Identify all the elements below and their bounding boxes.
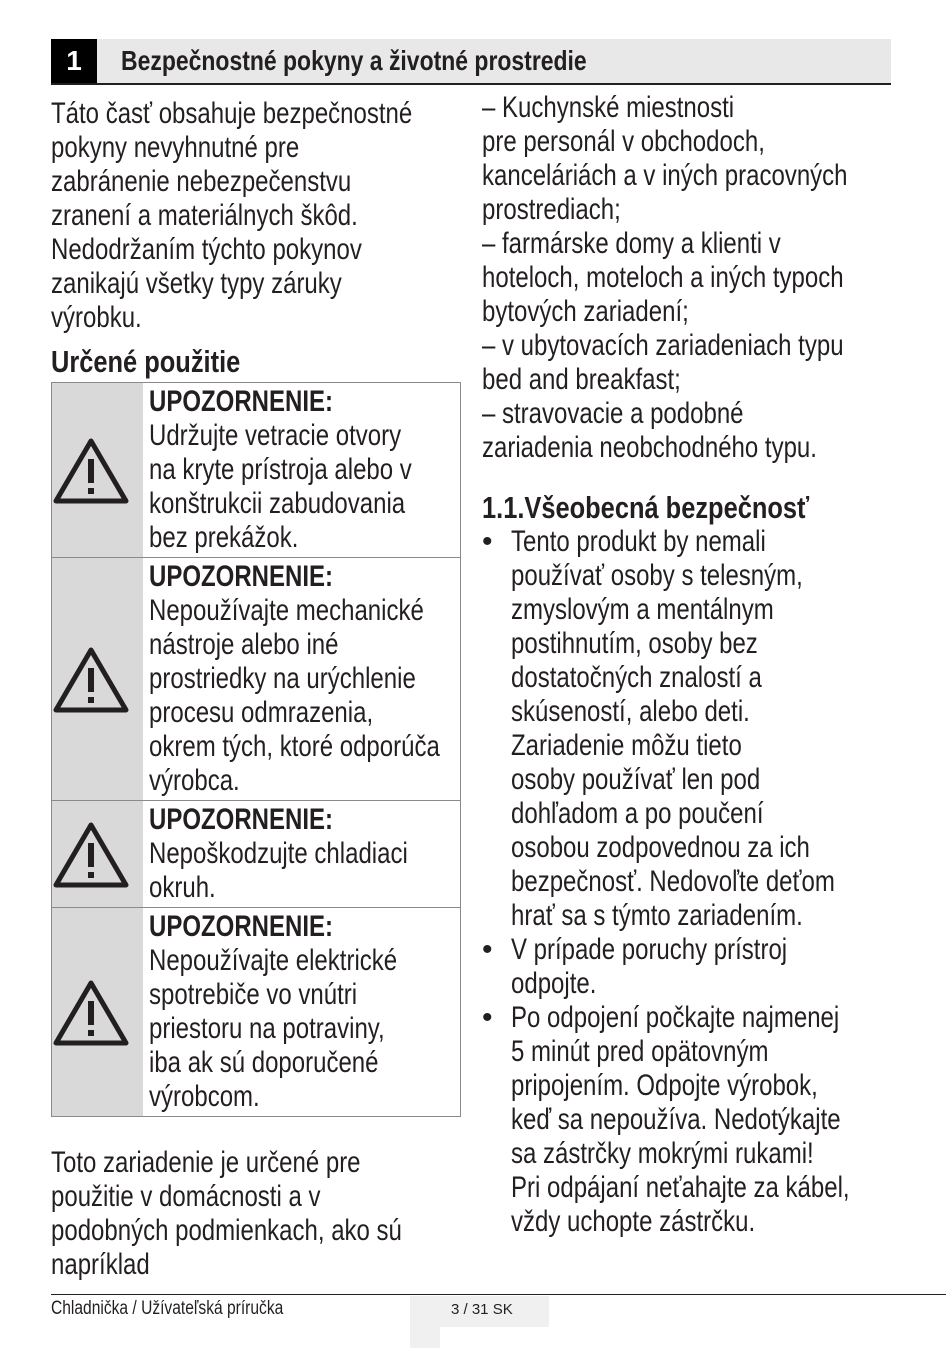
warning-title: UPOZORNENIE: <box>149 803 334 836</box>
warning-icon-cell <box>52 801 143 907</box>
text-line: bezpečnosť. Nedovoľte deťom <box>511 865 835 898</box>
text-line: Pri odpájaní neťahajte za kábel, <box>511 1171 850 1204</box>
chapter-title: Bezpečnostné pokyny a životné prostredie <box>121 45 587 76</box>
warning-row <box>52 907 460 1116</box>
intro-paragraph <box>51 97 503 335</box>
text-line: bytových zariadení; <box>482 295 689 328</box>
text-line: – stravovacie a podobné <box>482 397 744 430</box>
text-line: Nepoužívajte elektrické <box>149 944 398 977</box>
text-line: používať osoby s telesným, <box>511 559 803 592</box>
usage-intro-paragraph <box>51 1146 490 1282</box>
footer-manual-title: Chladnička / Užívateľská príručka <box>51 1298 284 1319</box>
text-line: zmyslovým a mentálnym <box>511 593 774 626</box>
section-heading: Určené použitie <box>51 344 241 379</box>
warning-text <box>149 801 460 907</box>
warning-title: UPOZORNENIE: <box>149 910 334 943</box>
text-line: konštrukcii zabudovania <box>149 487 406 520</box>
warning-icon-cell <box>52 908 143 1116</box>
text-line: V prípade poruchy prístroj <box>511 933 788 966</box>
text-line: napríklad <box>51 1248 150 1281</box>
warning-row <box>52 557 460 800</box>
warning-table <box>51 382 461 1117</box>
text-line: Nedodržaním týchto pokynov <box>51 233 362 266</box>
text-line: 5 minút pred opätovným <box>511 1035 769 1068</box>
bullet-icon: • <box>482 933 493 966</box>
footer-page-box-tab <box>410 1327 440 1348</box>
warning-text <box>149 383 460 557</box>
text-line: zariadenia neobchodného typu. <box>482 431 817 464</box>
text-line: zanikajú všetky typy záruky <box>51 267 342 300</box>
text-line: – farmárske domy a klienti v <box>482 227 781 260</box>
text-line: prostrediach; <box>482 193 621 226</box>
text-line: osoby používať len pod <box>511 763 761 796</box>
text-line: prostriedky na urýchlenie <box>149 662 416 695</box>
bullet-item <box>482 1001 934 1239</box>
text-line: sa zástrčky mokrými rukami! <box>511 1137 814 1170</box>
text-line: Táto časť obsahuje bezpečnostné <box>51 97 413 130</box>
footer-divider <box>51 1294 946 1295</box>
warning-text <box>149 908 460 1116</box>
text-line: na kryte prístroja alebo v <box>149 453 412 486</box>
safety-bullet-list <box>482 525 934 1239</box>
warning-row <box>52 383 460 557</box>
bullet-item <box>482 933 934 1001</box>
text-line: použitie v domácnosti a v <box>51 1180 321 1213</box>
text-line: procesu odmrazenia, <box>149 696 374 729</box>
text-line: Nepoužívajte mechanické <box>149 594 424 627</box>
text-line: Nepoškodzujte chladiaci <box>149 837 408 870</box>
text-line: vždy uchopte zástrčku. <box>511 1205 756 1238</box>
text-line: výrobku. <box>51 301 142 334</box>
subsection-heading: 1.1.Všeobecná bezpečnosť <box>482 490 810 525</box>
bullet-item <box>482 525 934 933</box>
text-line: pokyny nevyhnutné pre <box>51 131 300 164</box>
text-line: Udržujte vetracie otvory <box>149 419 402 452</box>
text-line: hrať sa s týmto zariadením. <box>511 899 803 932</box>
text-line: dohľadom a po poučení <box>511 797 764 830</box>
text-line: osobou zodpovednou za ich <box>511 831 810 864</box>
page-number: 3 / 31 SK <box>451 1301 513 1318</box>
chapter-number: 1 <box>51 39 97 83</box>
text-line: spotrebiče vo vnútri <box>149 978 358 1011</box>
warning-title: UPOZORNENIE: <box>149 560 334 593</box>
text-line: výrobca. <box>149 764 240 797</box>
text-line: – v ubytovacích zariadeniach typu <box>482 329 844 362</box>
text-line: bez prekážok. <box>149 521 299 554</box>
warning-text <box>149 558 460 800</box>
text-line: – Kuchynské miestnosti <box>482 91 735 124</box>
warning-row <box>52 800 460 907</box>
warning-icon-cell <box>52 383 143 557</box>
usage-environment-list <box>482 91 939 465</box>
chapter-header <box>51 39 891 85</box>
bullet-icon: • <box>482 525 493 558</box>
bullet-icon: • <box>482 1001 493 1034</box>
text-line: podobných podmienkach, ako sú <box>51 1214 402 1247</box>
text-line: Zariadenie môžu tieto <box>511 729 742 762</box>
text-line: pripojením. Odpojte výrobok, <box>511 1069 818 1102</box>
text-line: dostatočných znalostí a <box>511 661 762 694</box>
text-line: postihnutím, osoby bez <box>511 627 758 660</box>
text-line: pre personál v obchodoch, <box>482 125 765 158</box>
text-line: hoteloch, moteloch a iných typoch <box>482 261 844 294</box>
text-line: bed and breakfast; <box>482 363 681 396</box>
text-line: keď sa nepoužíva. Nedotýkajte <box>511 1103 841 1136</box>
text-line: iba ak sú doporučené <box>149 1046 379 1079</box>
text-line: Po odpojení počkajte najmenej <box>511 1001 840 1034</box>
warning-icon-cell <box>52 558 143 800</box>
text-line: Tento produkt by nemali <box>511 525 766 558</box>
text-line: okrem tých, ktoré odporúča <box>149 730 440 763</box>
text-line: priestoru na potraviny, <box>149 1012 385 1045</box>
text-line: zabránenie nebezpečenstvu <box>51 165 352 198</box>
text-line: odpojte. <box>511 967 597 1000</box>
text-line: skúseností, alebo deti. <box>511 695 750 728</box>
text-line: okruh. <box>149 871 216 904</box>
text-line: nástroje alebo iné <box>149 628 339 661</box>
text-line: Toto zariadenie je určené pre <box>51 1146 361 1179</box>
text-line: výrobcom. <box>149 1080 260 1113</box>
text-line: kanceláriách a v iných pracovných <box>482 159 848 192</box>
warning-title: UPOZORNENIE: <box>149 385 334 418</box>
text-line: zranení a materiálnych škôd. <box>51 199 358 232</box>
